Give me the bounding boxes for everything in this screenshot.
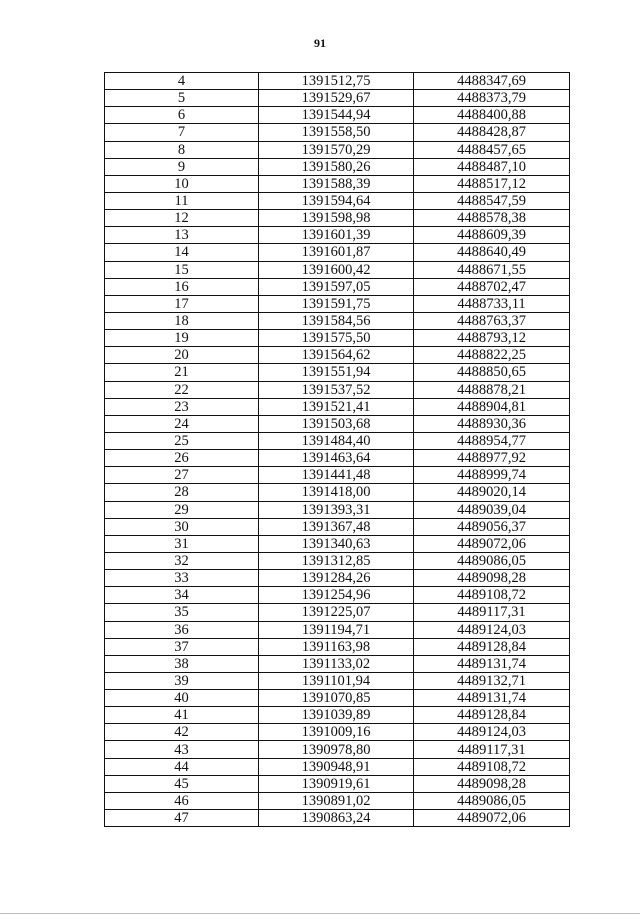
y-coordinate-cell: 4488977,92 — [414, 450, 570, 467]
table-row — [105, 124, 570, 141]
table-row — [105, 621, 570, 638]
point-number-cell: 33 — [105, 570, 259, 587]
point-number-cell: 15 — [105, 261, 259, 278]
y-coordinate-cell: 4489132,71 — [414, 672, 570, 689]
table-row — [105, 672, 570, 689]
y-coordinate-cell: 4488850,65 — [414, 364, 570, 381]
y-coordinate-cell: 4488763,37 — [414, 312, 570, 329]
y-coordinate-cell: 4488640,49 — [414, 244, 570, 261]
point-number-cell: 29 — [105, 501, 259, 518]
x-coordinate-cell: 1391070,85 — [259, 690, 414, 707]
point-number-cell: 17 — [105, 295, 259, 312]
point-number-cell: 45 — [105, 775, 259, 792]
point-number-cell: 20 — [105, 347, 259, 364]
x-coordinate-cell: 1391597,05 — [259, 278, 414, 295]
x-coordinate-cell: 1391575,50 — [259, 330, 414, 347]
y-coordinate-cell: 4488487,10 — [414, 158, 570, 175]
point-number-cell: 4 — [105, 73, 259, 90]
table-row — [105, 638, 570, 655]
point-number-cell: 39 — [105, 672, 259, 689]
y-coordinate-cell: 4488578,38 — [414, 210, 570, 227]
y-coordinate-cell: 4488904,81 — [414, 398, 570, 415]
y-coordinate-cell: 4488457,65 — [414, 141, 570, 158]
table-row — [105, 90, 570, 107]
y-coordinate-cell: 4489072,06 — [414, 535, 570, 552]
table-row — [105, 330, 570, 347]
point-number-cell: 14 — [105, 244, 259, 261]
y-coordinate-cell: 4488954,77 — [414, 432, 570, 449]
point-number-cell: 8 — [105, 141, 259, 158]
point-number-cell: 12 — [105, 210, 259, 227]
x-coordinate-cell: 1391284,26 — [259, 570, 414, 587]
point-number-cell: 38 — [105, 655, 259, 672]
y-coordinate-cell: 4489098,28 — [414, 570, 570, 587]
table-row — [105, 398, 570, 415]
y-coordinate-cell: 4488793,12 — [414, 330, 570, 347]
table-row — [105, 73, 570, 90]
y-coordinate-cell: 4489108,72 — [414, 758, 570, 775]
table-row — [105, 347, 570, 364]
y-coordinate-cell: 4488547,59 — [414, 192, 570, 209]
x-coordinate-cell: 1390891,02 — [259, 792, 414, 809]
table-row — [105, 775, 570, 792]
table-row — [105, 518, 570, 535]
table-row — [105, 758, 570, 775]
x-coordinate-cell: 1391484,40 — [259, 432, 414, 449]
x-coordinate-cell: 1391584,56 — [259, 312, 414, 329]
table-row — [105, 552, 570, 569]
table-row — [105, 295, 570, 312]
x-coordinate-cell: 1391594,64 — [259, 192, 414, 209]
table-row — [105, 535, 570, 552]
table-row — [105, 741, 570, 758]
point-number-cell: 22 — [105, 381, 259, 398]
x-coordinate-cell: 1391133,02 — [259, 655, 414, 672]
y-coordinate-cell: 4489117,31 — [414, 604, 570, 621]
point-number-cell: 16 — [105, 278, 259, 295]
page-number: 91 — [314, 36, 326, 50]
coordinates-table-container — [104, 72, 570, 827]
x-coordinate-cell: 1390863,24 — [259, 810, 414, 827]
x-coordinate-cell: 1391163,98 — [259, 638, 414, 655]
y-coordinate-cell: 4489020,14 — [414, 484, 570, 501]
table-row — [105, 381, 570, 398]
y-coordinate-cell: 4489072,06 — [414, 810, 570, 827]
point-number-cell: 5 — [105, 90, 259, 107]
point-number-cell: 44 — [105, 758, 259, 775]
point-number-cell: 35 — [105, 604, 259, 621]
x-coordinate-cell: 1391537,52 — [259, 381, 414, 398]
y-coordinate-cell: 4489131,74 — [414, 655, 570, 672]
table-row — [105, 432, 570, 449]
table-row — [105, 604, 570, 621]
table-row — [105, 792, 570, 809]
x-coordinate-cell: 1391591,75 — [259, 295, 414, 312]
y-coordinate-cell: 4489086,05 — [414, 552, 570, 569]
page-bottom-rule — [0, 913, 640, 914]
table-row — [105, 141, 570, 158]
table-row — [105, 210, 570, 227]
y-coordinate-cell: 4489086,05 — [414, 792, 570, 809]
table-row — [105, 415, 570, 432]
coordinates-table-body — [105, 73, 570, 827]
x-coordinate-cell: 1391580,26 — [259, 158, 414, 175]
x-coordinate-cell: 1391009,16 — [259, 724, 414, 741]
x-coordinate-cell: 1391588,39 — [259, 175, 414, 192]
table-row — [105, 261, 570, 278]
table-row — [105, 278, 570, 295]
y-coordinate-cell: 4488733,11 — [414, 295, 570, 312]
point-number-cell: 34 — [105, 587, 259, 604]
point-number-cell: 7 — [105, 124, 259, 141]
y-coordinate-cell: 4489108,72 — [414, 587, 570, 604]
x-coordinate-cell: 1391544,94 — [259, 107, 414, 124]
point-number-cell: 30 — [105, 518, 259, 535]
x-coordinate-cell: 1391441,48 — [259, 467, 414, 484]
y-coordinate-cell: 4488999,74 — [414, 467, 570, 484]
y-coordinate-cell: 4489117,31 — [414, 741, 570, 758]
table-row — [105, 244, 570, 261]
table-row — [105, 192, 570, 209]
x-coordinate-cell: 1390978,80 — [259, 741, 414, 758]
y-coordinate-cell: 4488930,36 — [414, 415, 570, 432]
table-row — [105, 570, 570, 587]
x-coordinate-cell: 1391225,07 — [259, 604, 414, 621]
x-coordinate-cell: 1391101,94 — [259, 672, 414, 689]
table-row — [105, 484, 570, 501]
point-number-cell: 6 — [105, 107, 259, 124]
x-coordinate-cell: 1391393,31 — [259, 501, 414, 518]
x-coordinate-cell: 1391600,42 — [259, 261, 414, 278]
point-number-cell: 37 — [105, 638, 259, 655]
table-row — [105, 107, 570, 124]
x-coordinate-cell: 1391312,85 — [259, 552, 414, 569]
x-coordinate-cell: 1391340,63 — [259, 535, 414, 552]
y-coordinate-cell: 4488428,87 — [414, 124, 570, 141]
table-row — [105, 227, 570, 244]
x-coordinate-cell: 1391194,71 — [259, 621, 414, 638]
y-coordinate-cell: 4488702,47 — [414, 278, 570, 295]
point-number-cell: 10 — [105, 175, 259, 192]
point-number-cell: 26 — [105, 450, 259, 467]
x-coordinate-cell: 1391254,96 — [259, 587, 414, 604]
point-number-cell: 13 — [105, 227, 259, 244]
x-coordinate-cell: 1391512,75 — [259, 73, 414, 90]
x-coordinate-cell: 1391521,41 — [259, 398, 414, 415]
y-coordinate-cell: 4488373,79 — [414, 90, 570, 107]
y-coordinate-cell: 4488671,55 — [414, 261, 570, 278]
point-number-cell: 42 — [105, 724, 259, 741]
point-number-cell: 46 — [105, 792, 259, 809]
x-coordinate-cell: 1391570,29 — [259, 141, 414, 158]
y-coordinate-cell: 4488347,69 — [414, 73, 570, 90]
y-coordinate-cell: 4488878,21 — [414, 381, 570, 398]
x-coordinate-cell: 1391039,89 — [259, 707, 414, 724]
point-number-cell: 41 — [105, 707, 259, 724]
x-coordinate-cell: 1391418,00 — [259, 484, 414, 501]
y-coordinate-cell: 4488609,39 — [414, 227, 570, 244]
table-row — [105, 587, 570, 604]
y-coordinate-cell: 4489128,84 — [414, 707, 570, 724]
point-number-cell: 18 — [105, 312, 259, 329]
point-number-cell: 36 — [105, 621, 259, 638]
point-number-cell: 21 — [105, 364, 259, 381]
table-row — [105, 312, 570, 329]
point-number-cell: 23 — [105, 398, 259, 415]
point-number-cell: 27 — [105, 467, 259, 484]
table-row — [105, 724, 570, 741]
x-coordinate-cell: 1391503,68 — [259, 415, 414, 432]
table-row — [105, 810, 570, 827]
y-coordinate-cell: 4488400,88 — [414, 107, 570, 124]
point-number-cell: 43 — [105, 741, 259, 758]
y-coordinate-cell: 4488822,25 — [414, 347, 570, 364]
table-row — [105, 707, 570, 724]
point-number-cell: 47 — [105, 810, 259, 827]
y-coordinate-cell: 4489098,28 — [414, 775, 570, 792]
table-row — [105, 501, 570, 518]
x-coordinate-cell: 1391529,67 — [259, 90, 414, 107]
x-coordinate-cell: 1391598,98 — [259, 210, 414, 227]
point-number-cell: 25 — [105, 432, 259, 449]
point-number-cell: 28 — [105, 484, 259, 501]
table-row — [105, 175, 570, 192]
point-number-cell: 9 — [105, 158, 259, 175]
table-row — [105, 655, 570, 672]
y-coordinate-cell: 4489056,37 — [414, 518, 570, 535]
y-coordinate-cell: 4489039,04 — [414, 501, 570, 518]
point-number-cell: 19 — [105, 330, 259, 347]
table-row — [105, 467, 570, 484]
point-number-cell: 24 — [105, 415, 259, 432]
point-number-cell: 11 — [105, 192, 259, 209]
x-coordinate-cell: 1391367,48 — [259, 518, 414, 535]
x-coordinate-cell: 1391601,39 — [259, 227, 414, 244]
x-coordinate-cell: 1391463,64 — [259, 450, 414, 467]
y-coordinate-cell: 4489124,03 — [414, 621, 570, 638]
table-row — [105, 450, 570, 467]
y-coordinate-cell: 4489131,74 — [414, 690, 570, 707]
x-coordinate-cell: 1391601,87 — [259, 244, 414, 261]
table-row — [105, 690, 570, 707]
point-number-cell: 32 — [105, 552, 259, 569]
point-number-cell: 40 — [105, 690, 259, 707]
coordinates-table — [104, 72, 570, 827]
x-coordinate-cell: 1391551,94 — [259, 364, 414, 381]
table-row — [105, 364, 570, 381]
point-number-cell: 31 — [105, 535, 259, 552]
x-coordinate-cell: 1391558,50 — [259, 124, 414, 141]
y-coordinate-cell: 4488517,12 — [414, 175, 570, 192]
x-coordinate-cell: 1390948,91 — [259, 758, 414, 775]
y-coordinate-cell: 4489128,84 — [414, 638, 570, 655]
x-coordinate-cell: 1391564,62 — [259, 347, 414, 364]
x-coordinate-cell: 1390919,61 — [259, 775, 414, 792]
table-row — [105, 158, 570, 175]
y-coordinate-cell: 4489124,03 — [414, 724, 570, 741]
